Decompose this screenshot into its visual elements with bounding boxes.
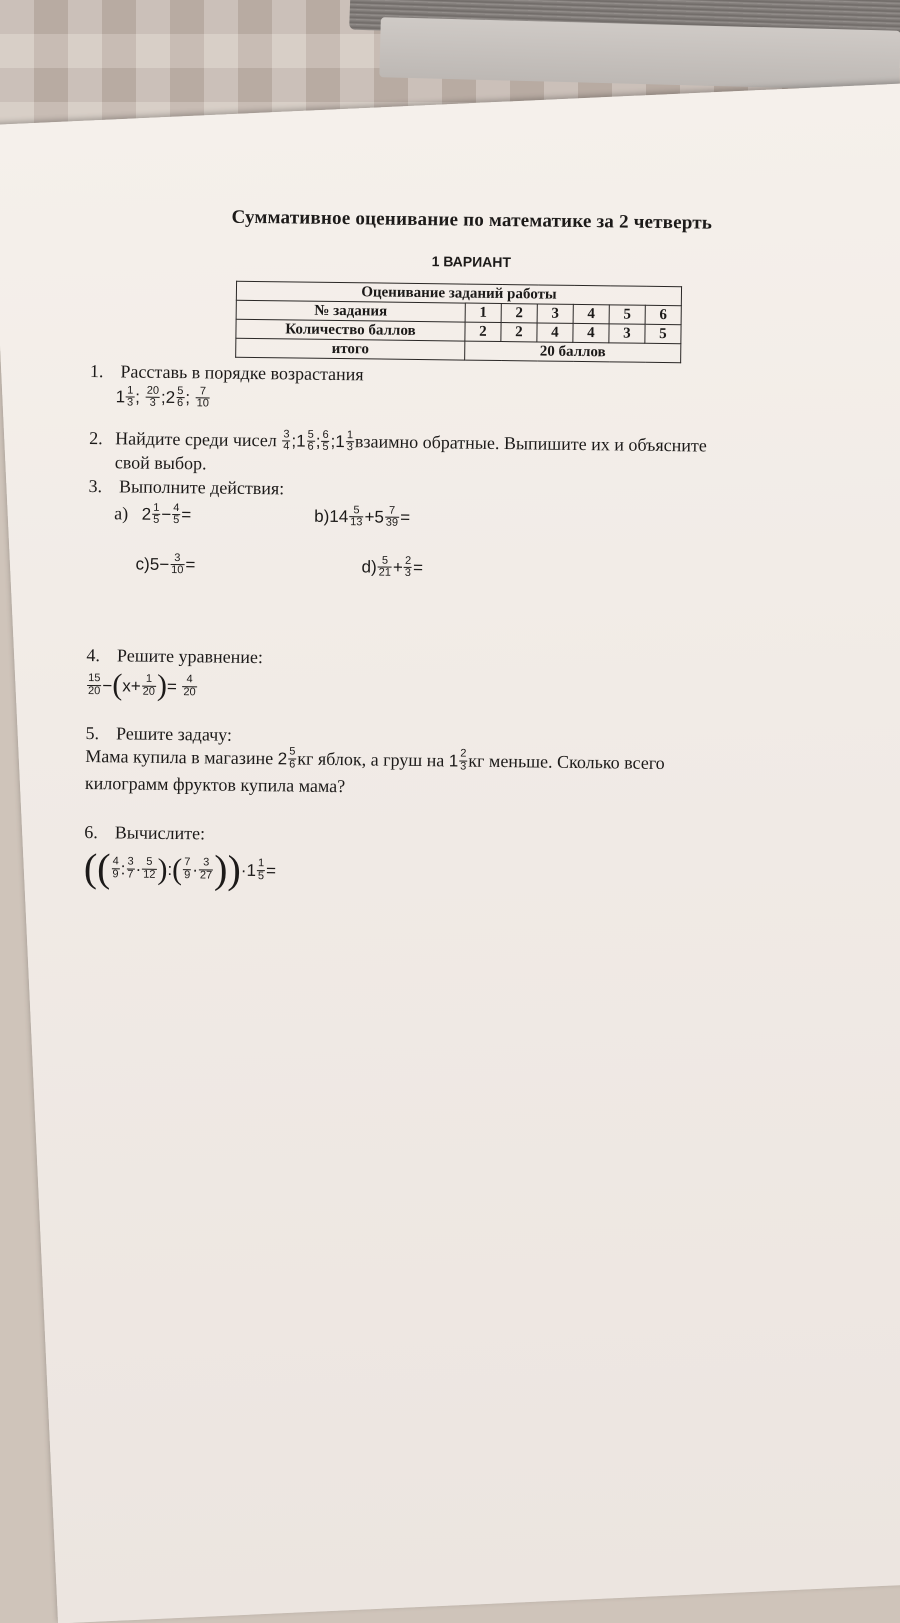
numerator: 1 xyxy=(142,674,156,687)
denominator: 6 xyxy=(177,397,184,410)
exercise-a xyxy=(114,502,314,529)
task-text: Решите уравнение: xyxy=(116,645,264,667)
numerator: 1 xyxy=(258,857,265,870)
points-cell: 5 xyxy=(645,324,681,343)
equals-sign: = xyxy=(181,505,192,525)
exercise-c xyxy=(135,552,361,579)
variant-label: 1 ВАРИАНТ xyxy=(431,253,512,271)
denominator: 13 xyxy=(350,516,363,529)
denominator: 10 xyxy=(196,397,209,410)
whole-part: 2 xyxy=(141,504,152,524)
operator: + xyxy=(392,557,404,578)
numerator: 1 xyxy=(346,428,354,441)
task-number: 1. xyxy=(89,360,104,382)
fraction xyxy=(349,505,364,529)
denominator: 3 xyxy=(346,441,353,454)
denominator: 20 xyxy=(183,685,196,698)
fraction xyxy=(346,430,354,454)
fraction xyxy=(282,429,290,453)
task-2: 2. Найдите среди чисел $\frac{3}{4}$ ; 1 $\frac{5}{6}$ ; $\frac{6}{5}$ ; 1 $\frac{1}{3}$ взаимно обратные. Выпишите их и объясните свой выбор. xyxy=(89,427,850,483)
division-sign: : xyxy=(120,859,126,879)
worksheet-content xyxy=(84,205,852,903)
numerator: 6 xyxy=(322,428,329,441)
fraction xyxy=(182,674,197,698)
problem-text: Мама купила в магазине xyxy=(85,746,274,769)
whole-part: 5 xyxy=(149,554,160,575)
numerator: 4 xyxy=(182,674,196,687)
total-value: 20 баллов xyxy=(465,341,681,363)
fraction xyxy=(170,553,185,577)
task-number-cell: 1 xyxy=(465,303,501,322)
task-number-cell: 5 xyxy=(609,305,645,324)
exercise-label: d) xyxy=(361,557,377,577)
fraction xyxy=(152,502,160,526)
task-text: Расставь в порядке возрастания xyxy=(120,361,364,385)
whole-part: 1 xyxy=(335,432,345,452)
whole-part: 14 xyxy=(329,507,349,527)
numerator: 2 xyxy=(460,747,467,760)
worksheet-title: Суммативное оценивание по математике за 2 четверть xyxy=(231,206,713,234)
denominator: 20 xyxy=(142,685,156,698)
task-number-cell: 2 xyxy=(501,304,537,323)
equation: $\frac{15}{20}$ − ( x + $\frac{1}{20}$ ) = $\frac{4}{20}$ xyxy=(87,668,196,703)
task-number-cell: 3 xyxy=(537,304,573,323)
multiplication-sign: · xyxy=(240,860,247,880)
task-number: 6. xyxy=(84,821,98,843)
denominator: 3 xyxy=(126,396,134,409)
denominator: 10 xyxy=(171,564,184,577)
numerator: 20 xyxy=(146,384,160,397)
denominator: 4 xyxy=(283,440,290,453)
fraction-list: 1 $\frac{1}{3}$ ; $\frac{20}{3}$ ; 2 $\frac{5}{6}$ ; $\frac{7}{10}$ xyxy=(115,383,209,410)
whole-part: 2 xyxy=(165,387,176,407)
numerator: 5 xyxy=(142,857,156,870)
fraction xyxy=(321,429,329,453)
denominator: 6 xyxy=(289,758,296,771)
denominator: 5 xyxy=(257,870,265,883)
denominator: 3 xyxy=(149,396,156,409)
equals-sign: = xyxy=(166,676,178,696)
exercise-label: а) xyxy=(114,503,129,524)
task-1 xyxy=(90,360,851,418)
task-number: 4. xyxy=(86,644,101,666)
fraction xyxy=(126,385,134,409)
numerator: 5 xyxy=(289,745,296,758)
equals-sign: = xyxy=(266,861,277,881)
task-text: взаимно обратные. Выпишите их и объясните xyxy=(354,431,707,456)
denominator: 27 xyxy=(199,869,213,882)
numerator: 3 xyxy=(170,553,184,566)
fraction xyxy=(459,749,467,773)
fraction xyxy=(199,858,214,882)
multiplication-sign: · xyxy=(192,860,199,880)
fraction xyxy=(146,385,161,409)
denominator: 6 xyxy=(307,440,314,453)
task-4 xyxy=(86,644,847,713)
numerator: 7 xyxy=(184,856,191,869)
operator: − xyxy=(161,504,172,525)
equals-sign: = xyxy=(400,507,411,528)
task-text: Вычислите: xyxy=(114,822,206,844)
denominator: 5 xyxy=(322,440,329,454)
denominator: 7 xyxy=(127,868,134,881)
denominator: 3 xyxy=(460,760,467,773)
fraction xyxy=(306,429,314,453)
fraction xyxy=(172,503,180,527)
equals-sign: = xyxy=(185,555,196,575)
numerator: 5 xyxy=(307,428,314,441)
fraction xyxy=(288,747,296,771)
exercise-b xyxy=(314,504,410,529)
numerator: 3 xyxy=(199,858,213,871)
operator: + xyxy=(130,676,141,696)
task-number-cell: 6 xyxy=(645,305,681,324)
numerator: 5 xyxy=(177,384,184,397)
exercise-label: c) xyxy=(135,554,150,574)
variable-x: x xyxy=(122,675,131,696)
fraction xyxy=(196,386,211,410)
points-row-label: Количество баллов xyxy=(236,319,465,341)
exercise-label: b) xyxy=(314,506,330,527)
task-text: Найдите среди чисел xyxy=(115,428,277,451)
numerator: 7 xyxy=(196,386,210,399)
points-cell: 4 xyxy=(537,323,573,342)
fraction xyxy=(126,857,134,881)
division-sign: : xyxy=(167,859,173,879)
denominator: 12 xyxy=(143,868,156,881)
operator: + xyxy=(364,507,375,527)
score-table-caption: Оценивание заданий работы xyxy=(236,281,681,305)
points-cell: 2 xyxy=(465,322,501,341)
task-number: 2. xyxy=(89,428,103,449)
fraction xyxy=(142,674,157,698)
operator: − xyxy=(159,555,170,575)
fraction xyxy=(378,555,393,579)
fraction xyxy=(176,386,184,410)
tasks-row-label: № задания xyxy=(236,300,465,322)
denominator: 5 xyxy=(173,514,180,527)
denominator: 3 xyxy=(404,567,412,580)
task-text: Решите задачу: xyxy=(115,723,233,745)
task-5 xyxy=(85,722,846,804)
numerator: 5 xyxy=(378,555,392,568)
multiplication-sign: · xyxy=(135,859,142,879)
problem-text: кг меньше. Сколько всего xyxy=(468,750,665,774)
total-label: итого xyxy=(236,338,465,360)
whole-part: 1 xyxy=(296,431,306,451)
denominator: 20 xyxy=(87,684,101,697)
score-table xyxy=(235,281,682,363)
fraction xyxy=(87,673,102,697)
task-3 xyxy=(87,475,848,585)
problem-text: кг яблок, а груш на xyxy=(297,748,445,771)
numerator: 4 xyxy=(173,501,180,514)
numerator: 3 xyxy=(283,427,290,441)
task-number-cell: 4 xyxy=(573,304,609,323)
task-6 xyxy=(84,821,845,903)
task-number: 5. xyxy=(85,722,100,743)
denominator: 21 xyxy=(378,566,391,580)
expression: (( $\frac{4}{9}$ : $\frac{3}{7}$ · $\frac{5}{12}$ ) : ( $\frac{7}{9}$ · $\frac{3}{27}$ )) · 1 $\frac{1}{5}$ = xyxy=(83,845,277,893)
exercise-d xyxy=(361,555,423,580)
numerator: 3 xyxy=(127,855,134,868)
equals-sign: = xyxy=(412,558,424,578)
fraction xyxy=(183,858,191,882)
whole-part: 1 xyxy=(246,860,257,880)
denominator: 39 xyxy=(385,516,399,529)
numerator: 7 xyxy=(385,505,399,518)
numerator: 1 xyxy=(153,501,160,514)
points-cell: 3 xyxy=(609,324,645,343)
numerator: 15 xyxy=(88,672,101,685)
operator: − xyxy=(102,675,113,695)
fraction xyxy=(142,857,157,881)
numerator: 2 xyxy=(404,554,412,567)
points-cell: 2 xyxy=(501,323,537,342)
whole-part: 5 xyxy=(374,507,385,527)
denominator: 9 xyxy=(184,869,191,882)
fraction xyxy=(385,505,400,529)
whole-part: 2 xyxy=(277,749,288,769)
fraction xyxy=(111,857,119,881)
numerator: 5 xyxy=(349,505,363,518)
fraction xyxy=(404,556,412,580)
numerator: 1 xyxy=(127,383,134,397)
task-text-continued: свой выбор. xyxy=(114,451,207,474)
problem-line-2: килограмм фруктов купила мама? xyxy=(84,773,346,797)
denominator: 9 xyxy=(112,868,119,881)
fraction xyxy=(257,858,265,882)
whole-part: 1 xyxy=(448,751,459,771)
whole-part: 1 xyxy=(115,387,126,407)
denominator: 5 xyxy=(153,514,160,527)
task-number: 3. xyxy=(88,476,103,497)
task-text: Выполните действия: xyxy=(118,476,285,499)
numerator: 4 xyxy=(112,855,119,868)
points-cell: 4 xyxy=(573,323,609,342)
